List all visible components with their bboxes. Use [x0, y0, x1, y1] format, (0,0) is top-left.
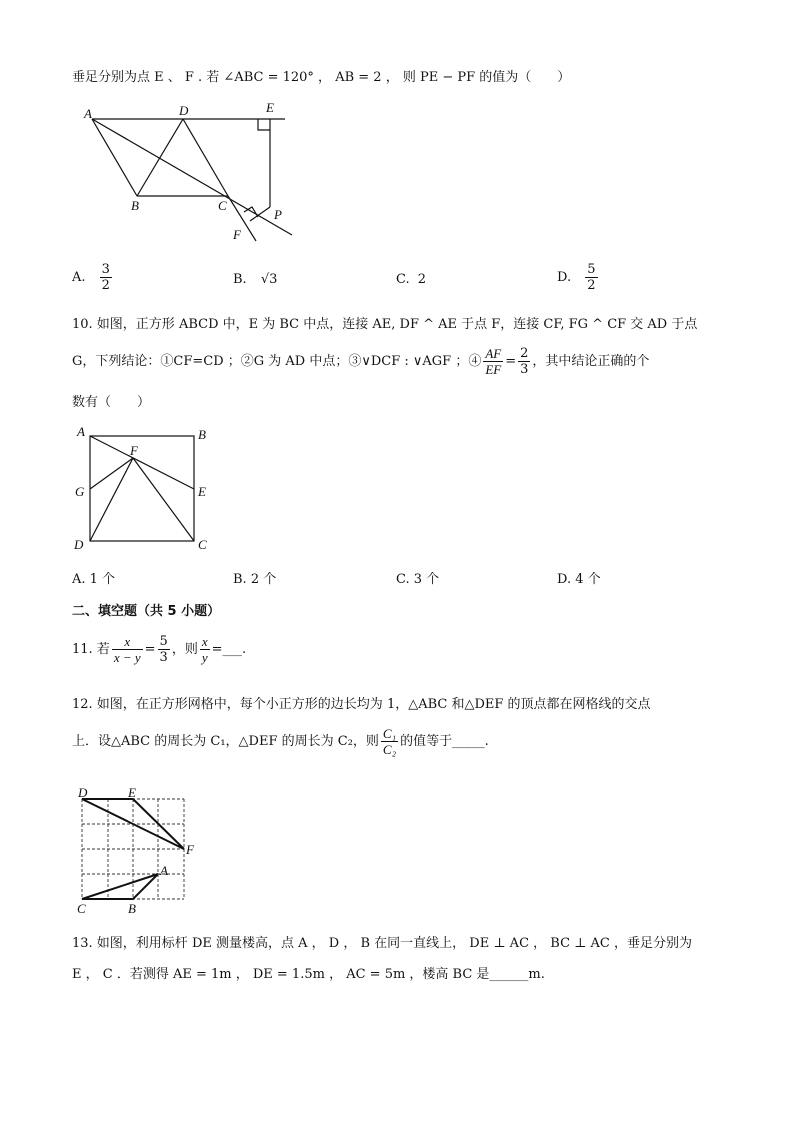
label-A: A: [77, 424, 85, 439]
label-A: A: [84, 106, 92, 121]
label-C: C: [198, 537, 207, 552]
label-P: P: [274, 207, 282, 222]
label-C: C: [218, 198, 227, 213]
q10-line3: 数有（ ）: [72, 395, 151, 410]
q9-option-c[interactable]: C. 2: [396, 272, 427, 287]
q10-line2: G，下列结论：①CF=CD ；②G 为 AD 中点；③∨DCF : ∨AGF ；④ $\frac{AF}{EF}$ = $\frac{2}{3}$ ，其中结论正确的个: [72, 346, 650, 377]
label-D: D: [179, 103, 189, 118]
label-F: F: [233, 227, 241, 242]
q13-line1: 13. 如图，利用标杆 DE 测量楼高，点 A ， D ， B 在同一直线上， DE ⊥ AC ， BC ⊥ AC ，垂足分别为: [72, 936, 692, 951]
q10-line1: 10. 如图，正方形 ABCD 中，E 为 BC 中点，连接 AE, DF ^ AE 于点 F，连接 CF, FG ^ CF 交 AD 于点: [72, 317, 698, 332]
label-A: A: [160, 863, 168, 878]
label-D: D: [78, 785, 88, 800]
label-B: B: [131, 198, 139, 213]
label-C: C: [77, 901, 86, 916]
label-F: F: [186, 842, 194, 857]
label-D: D: [74, 537, 84, 552]
q12-line1: 12. 如图，在正方形网格中，每个小正方形的边长均为 1，△ABC 和△DEF 的顶点都在网格线的交点: [72, 697, 651, 712]
q13-line2: E ， C ．若测得 AE = 1m ， DE = 1.5m ， AC = 5m ，楼高 BC 是______m.: [72, 967, 545, 982]
section-title: 二、填空题（共 5 小题）: [72, 604, 221, 619]
label-G: G: [75, 484, 85, 499]
label-B: B: [128, 901, 136, 916]
q9-option-b[interactable]: B. √3: [233, 272, 278, 287]
q12-line2: 上．设△ABC 的周长为 C₁，△DEF 的周长为 C₂，则 $\frac{\text{C₁}}{\text{C₂}}$ 的值等于_____.: [72, 726, 489, 757]
q9-option-d[interactable]: D. $\frac{5}{2}$: [557, 262, 596, 293]
label-F: F: [130, 443, 138, 458]
label-B: B: [198, 427, 206, 442]
q9-stem: 垂足分别为点 E 、 F . 若 ∠ABC = 120° ， AB = 2 ， 则 PE − PF 的值为（ ）: [72, 70, 571, 85]
q10-option-d[interactable]: D. 4 个: [557, 572, 601, 587]
q11-text: 11. 若 $\frac{x}{x - y}$ = $\frac{5}{3}$ ，则 $\frac{x}{y}$ =___.: [72, 634, 247, 665]
q10-option-a[interactable]: A. 1 个: [72, 572, 116, 587]
q9-option-a[interactable]: A. $\frac{3}{2}$: [72, 262, 110, 293]
triangle-ABC: [82, 874, 158, 899]
q10-option-b[interactable]: B. 2 个: [233, 572, 277, 587]
label-E: E: [266, 100, 274, 115]
label-E: E: [128, 785, 136, 800]
q10-option-c[interactable]: C. 3 个: [396, 572, 440, 587]
label-E: E: [198, 484, 206, 499]
